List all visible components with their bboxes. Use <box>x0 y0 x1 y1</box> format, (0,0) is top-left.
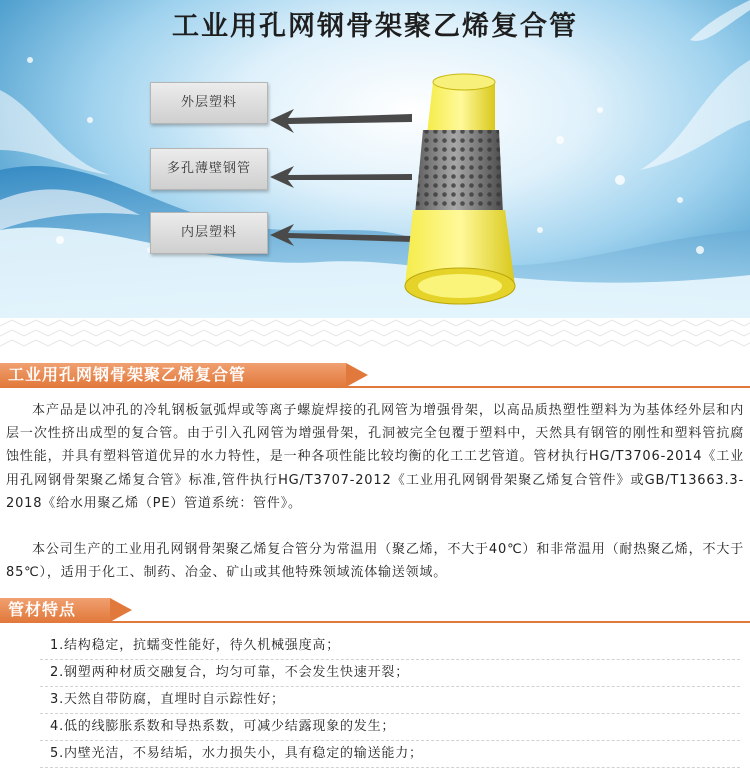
feature-item: 4.低的线膨胀系数和导热系数，可减少结露现象的发生； <box>40 714 740 741</box>
composite-pipe-illustration <box>395 64 525 314</box>
hero-banner <box>0 0 750 318</box>
arrow-inner-icon <box>266 220 416 250</box>
feature-item: 3.天然自带防腐，直埋时自示踪性好； <box>40 687 740 714</box>
section-header-features <box>0 596 750 624</box>
product-application: 本公司生产的工业用孔网钢骨架聚乙烯复合管分为常温用（聚乙烯，不大于40℃）和非常温用（耐热聚乙烯，不大于85℃），适用于化工、制药、冶金、矿山或其他特殊领域流体输送领域。 <box>6 542 744 581</box>
feature-item: 2.钢塑两种材质交融复合，均匀可靠，不会发生快速开裂； <box>40 660 740 687</box>
section-title-product: 工业用孔网钢骨架聚乙烯复合管 <box>8 365 247 384</box>
water-splash-illustration <box>0 0 750 318</box>
arrow-steel-icon <box>266 162 416 192</box>
layer-label-inner: 内层塑料 <box>150 212 268 254</box>
feature-item: 1.结构稳定，抗蠕变性能好，待久机械强度高； <box>40 633 740 660</box>
section-header-product <box>0 361 750 389</box>
hero-title: 工业用孔网钢骨架聚乙烯复合管 <box>172 11 578 42</box>
arrow-outer-icon <box>266 106 416 136</box>
feature-list <box>40 633 740 768</box>
layer-label-outer: 外层塑料 <box>150 82 268 124</box>
decorative-separator <box>0 318 750 360</box>
section-title-features: 管材特点 <box>8 600 77 619</box>
product-description: 本产品是以冲孔的冷轧钢板氩弧焊或等离子螺旋焊接的孔网管为增强骨架，以高品质热塑性塑料为为基体经外层和内层一次性挤出成型的复合管。由于引入孔网管为增强骨架，孔洞被完全包覆于塑料中，天然具有钢管的刚性和塑料管抗腐蚀性能，并具有塑料管道优异的水力特性，是一种各项性能比较均衡的化工工艺管道。管材执行HG/T3706-2014《工业用孔网钢骨架聚乙烯复合管》标准,管件执行HG/T3707-2012《工业用孔网钢骨架聚乙烯复合管件》或GB/T13663.3-2018《给水用聚乙烯（PE）管道系统：管件》。 <box>6 403 744 511</box>
feature-item: 5.内壁光洁，不易结垢，水力损失小，具有稳定的输送能力； <box>40 741 740 768</box>
layer-label-steel: 多孔薄壁钢管 <box>150 148 268 190</box>
